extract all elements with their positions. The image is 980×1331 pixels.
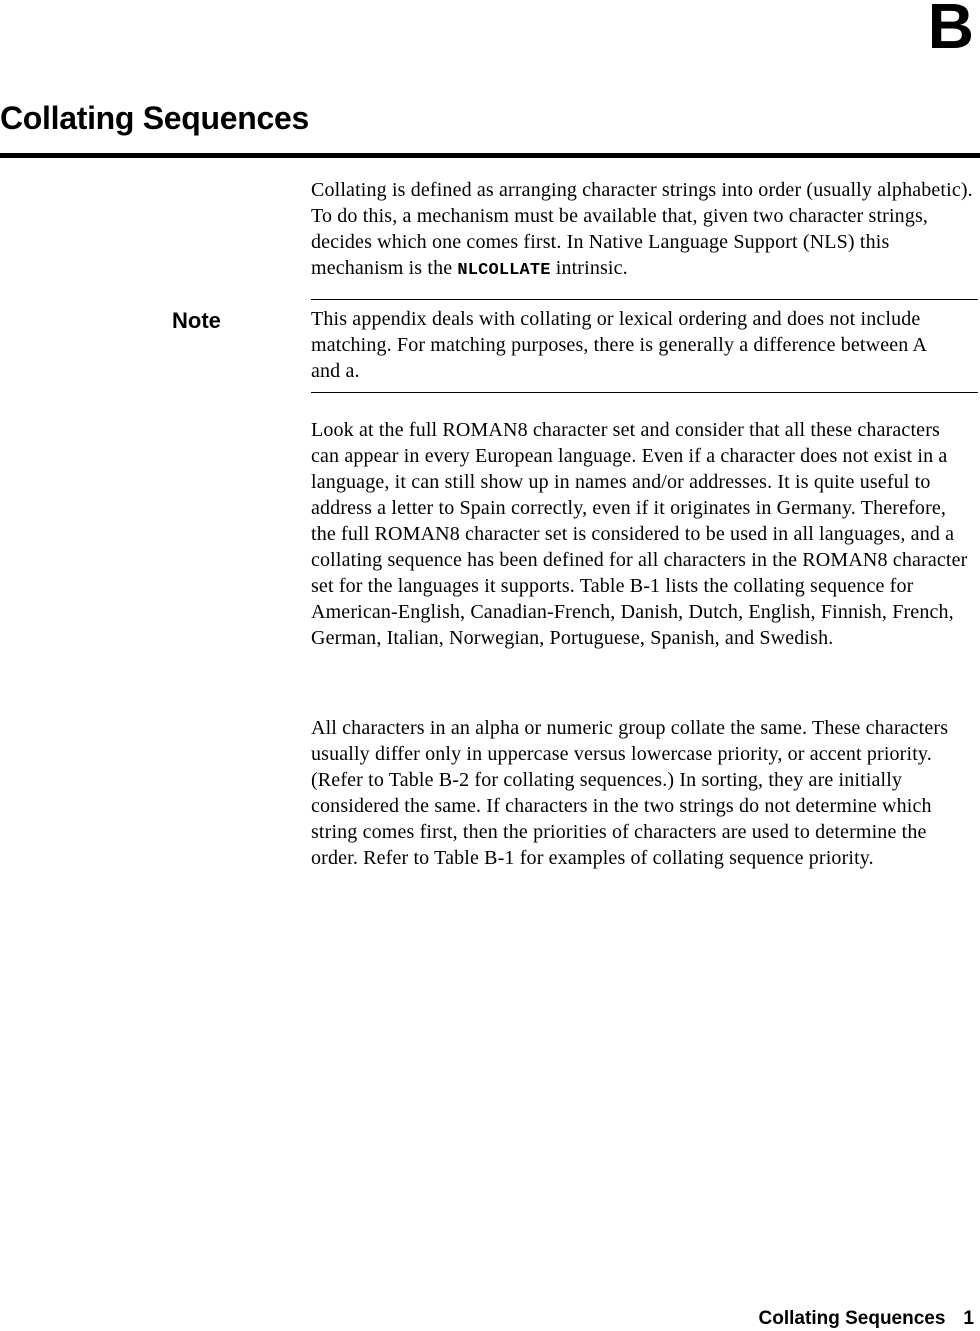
nlcollate-code: NLCOLLATE bbox=[457, 261, 551, 280]
intro-text-after-code: intrinsic. bbox=[550, 257, 628, 279]
appendix-letter: B bbox=[927, 0, 974, 62]
page-footer bbox=[759, 1307, 974, 1331]
alpha-numeric-paragraph: All characters in an alpha or numeric group collate the same. These characters usually differ only in uppercase versus lowercase priority, or accent priority. (Refer to Table B-2 for collating sequences.) In sorting, they are initially considered the same. If characters in the two strings do not determine which string comes first, then the priorities of characters are used to determine the order. Refer to Table B-1 for examples of collating sequence priority. bbox=[311, 717, 949, 869]
note-top-divider bbox=[311, 299, 978, 300]
title-divider bbox=[0, 153, 980, 158]
intro-paragraph bbox=[311, 177, 976, 284]
roman8-paragraph: Look at the full ROMAN8 character set and consider that all these characters can appear in every European language. Even if a character does not exist in a language, it can still show up in names and/or addresses. It is quite useful to address a letter to Spain correctly, even if it originates in Germany. Therefore, the full ROMAN8 character set is considered to be used in all languages, and a collating sequence has been defined for all characters in the ROMAN8 character set for the languages it supports. Table B-1 lists the collating sequence for American-English, Canadian-French, Danish, Dutch, English, Finnish, French, German, Italian, Norwegian, Portuguese, Spanish, and Swedish. bbox=[311, 419, 968, 649]
footer-section-title: Collating Sequences bbox=[758, 1308, 946, 1329]
intro-text-before-code: Collating is defined as arranging character strings into order (usually alphabetic). To do this, a mechanism must be available that, given two character strings, decides which one comes first. In Native Language Support (NLS) this mechanism is the bbox=[311, 179, 973, 279]
page-number: 1 bbox=[963, 1308, 974, 1329]
note-text: This appendix deals with collating or lexical ordering and does not include matching. For matching purposes, there is generally a difference between A and a. bbox=[311, 308, 926, 382]
note-bottom-divider bbox=[311, 392, 978, 393]
page-title: Collating Sequences bbox=[0, 100, 310, 136]
note-label: Note bbox=[172, 308, 221, 333]
